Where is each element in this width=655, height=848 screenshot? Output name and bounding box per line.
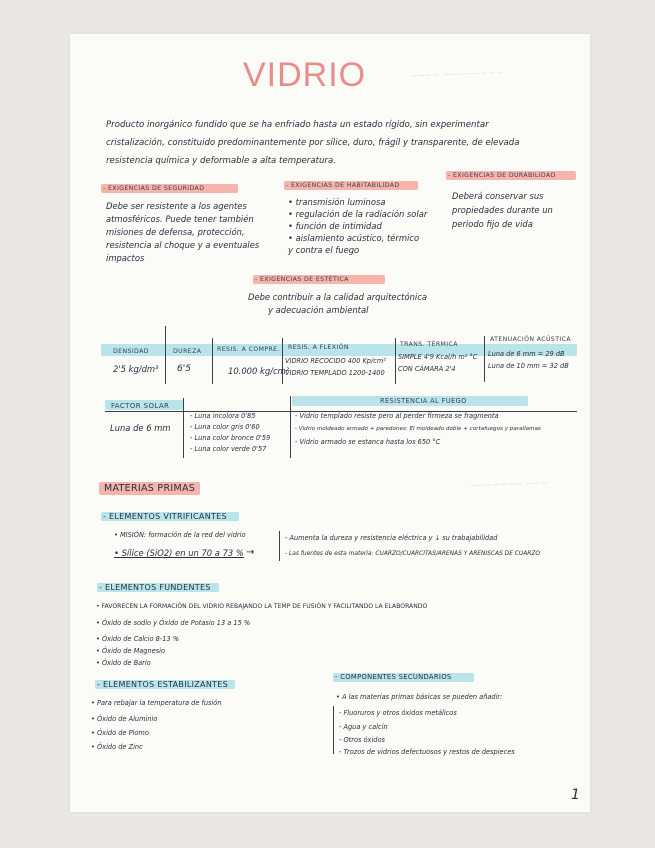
intro-line-2: cristalización, constituido predominantemente por sílice, duro, frágil y transparente, de elevada: [106, 138, 520, 148]
habitabilidad-heading: - EXIGENCIAS DE HABITABILIDAD: [286, 182, 400, 189]
secundarios-intro: • A las materias primas básicas se pueden añadir:: [336, 693, 503, 701]
page-number: 1: [571, 787, 580, 803]
secundarios-item: - Otros óxidos: [339, 736, 385, 744]
durabilidad-line: Deberá conservar sus: [452, 191, 544, 201]
bleed-through-text: ~~~~ ~~~~~~~~: [409, 68, 504, 82]
col-flexion: RESIS. A FLEXIÓN: [288, 344, 349, 351]
seguridad-line: atmosféricos. Puede tener también: [106, 214, 254, 224]
table-divider: [395, 338, 396, 384]
estetica-line: Debe contribuir a la calidad arquitectónica: [248, 292, 427, 302]
seguridad-line: Debe ser resistente a los agentes: [106, 201, 247, 211]
durabilidad-heading: - EXIGENCIAS DE DURABILIDAD: [448, 172, 556, 179]
cell-compresion: 10.000 kg/cm²: [228, 366, 290, 376]
cell-termica: CON CÁMARA 2'4: [398, 365, 456, 373]
col-compresion: RESIS. A COMPRE.: [217, 346, 280, 353]
col-termica: TRANS. TÉRMICA: [400, 341, 458, 348]
table-divider: [183, 398, 184, 458]
arrow-right-icon: →: [246, 547, 255, 558]
fundentes-heading: - ELEMENTOS FUNDENTES: [99, 583, 211, 592]
factor-solar-item: - Luna color verde 0'57: [190, 445, 267, 453]
materias-heading: MATERIAS PRIMAS: [104, 483, 196, 494]
cell-densidad: 2'5 kg/dm³: [113, 364, 159, 374]
factor-solar-heading: FACTOR SOLAR: [111, 402, 170, 410]
col-densidad: DENSIDAD: [113, 348, 149, 355]
fundentes-item: • Óxido de Bario: [96, 659, 151, 667]
estabilizantes-item: • Óxido de Plomo: [91, 729, 149, 737]
fundentes-item: • Óxido de sodio y Óxido de Potasio 13 a 15 %: [96, 619, 251, 627]
table-divider: [212, 338, 213, 384]
estabilizantes-item: • Óxido de Zinc: [91, 743, 143, 751]
table-divider: [282, 338, 283, 384]
secundarios-item: - Agua y calcín: [339, 723, 388, 731]
bleed-through-text: ~~~~~~~ ~~~: [469, 478, 549, 492]
estetica-line: y adecuación ambiental: [268, 305, 369, 315]
vitrificantes-heading: - ELEMENTOS VITRIFICANTES: [103, 512, 227, 521]
factor-solar-item: - Luna color bronce 0'59: [190, 434, 271, 442]
habitabilidad-item: • aislamiento acústico, térmico: [288, 233, 420, 243]
estabilizantes-item: • Para rebajar la temperatura de fusión: [91, 699, 222, 707]
durabilidad-line: periodo fijo de vida: [452, 219, 533, 229]
intro-line-1: Producto inorgánico fundido que se ha enfriado hasta un estado rígido, sin experimentar: [106, 120, 489, 130]
secundarios-item: - Fluoruros y otros óxidos metálicos: [339, 709, 457, 717]
habitabilidad-item: • regulación de la radiación solar: [288, 209, 428, 219]
factor-solar-label: Luna de 6 mm: [110, 423, 171, 433]
fuego-heading: RESISTENCIA AL FUEGO: [380, 397, 467, 405]
cell-dureza: 6'5: [177, 364, 191, 374]
cell-acustica: Luna de 6 mm = 29 dB: [488, 350, 565, 358]
table-divider: [290, 396, 291, 458]
fundentes-item: • Óxido de Calcio 8-13 %: [96, 635, 179, 643]
fundentes-item: • Óxido de Magnesio: [96, 647, 166, 655]
vitrificantes-item: • Sílice (SiO2) en un 70 a 73 %: [114, 548, 244, 558]
vitrificantes-side: - Las fuentes de esta materia: CUARZO/CUARCITAS/ARENAS Y ARENISCAS DE CUARZO: [285, 551, 541, 557]
habitabilidad-item: y contra el fuego: [288, 245, 360, 255]
secundarios-item: - Trozos de vidrios defectuosos y restos de despieces: [339, 748, 515, 756]
page-title: VIDRIO: [243, 56, 367, 94]
fuego-item: - Vidrio armado se estanca hasta los 650 °C: [295, 438, 441, 446]
intro-line-3: resistencia química y deformable a alta temperatura.: [106, 156, 336, 166]
col-acustica: ATENUACIÓN ACÚSTICA: [490, 336, 571, 343]
col-dureza: DUREZA: [173, 348, 202, 355]
estabilizantes-heading: - ELEMENTOS ESTABILIZANTES: [97, 680, 229, 689]
habitabilidad-item: • transmisión luminosa: [288, 197, 386, 207]
vitrificantes-side: - Aumenta la dureza y resistencia eléctrica y ↓ su trabajabilidad: [285, 534, 498, 542]
cell-flexion: VIDRIO TEMPLADO 1200-1400: [285, 369, 385, 377]
seguridad-heading: - EXIGENCIAS DE SEGURIDAD: [103, 185, 205, 192]
factor-solar-item: - Luna incolora 0'85: [190, 412, 256, 420]
cell-flexion: VIDRIO RECOCIDO 400 Kp/cm²: [285, 357, 386, 365]
cell-acustica: Luna de 10 mm = 32 dB: [488, 362, 569, 370]
seguridad-line: impactos: [106, 253, 145, 263]
table-divider: [484, 336, 485, 382]
durabilidad-line: propiedades durante un: [452, 205, 553, 215]
secundarios-heading: - COMPONENTES SECUNDARIOS: [335, 673, 452, 681]
habitabilidad-item: • función de intimidad: [288, 221, 382, 231]
fuego-item: - Vidrio moldeado armado + paredones: El moldeado doble + cortafuegos y parallamas: [295, 426, 541, 432]
bracket-line: [333, 706, 334, 754]
seguridad-line: resistencia al choque y a eventuales: [106, 240, 260, 250]
factor-solar-item: - Luna color gris 0'60: [190, 423, 260, 431]
estetica-heading: - EXIGENCIAS DE ESTÉTICA: [255, 276, 349, 283]
vitrificantes-item: • MISIÓN: formación de la red del vidrio: [114, 531, 246, 539]
table-divider: [165, 326, 166, 384]
seguridad-line: misiones de defensa, protección,: [106, 227, 245, 237]
estabilizantes-item: • Óxido de Aluminio: [91, 715, 158, 723]
bracket-line: [279, 531, 280, 561]
fuego-item: - Vidrio templado resiste pero al perder firmeza se fragmenta: [295, 412, 499, 420]
cell-termica: SIMPLE 4'9 Kcal/h m² °C: [398, 353, 478, 361]
fundentes-item: • FAVORECEN LA FORMACIÓN DEL VIDRIO REBAJANDO LA TEMP DE FUSIÓN Y FACILITANDO LA ELABORANDO: [96, 603, 428, 610]
